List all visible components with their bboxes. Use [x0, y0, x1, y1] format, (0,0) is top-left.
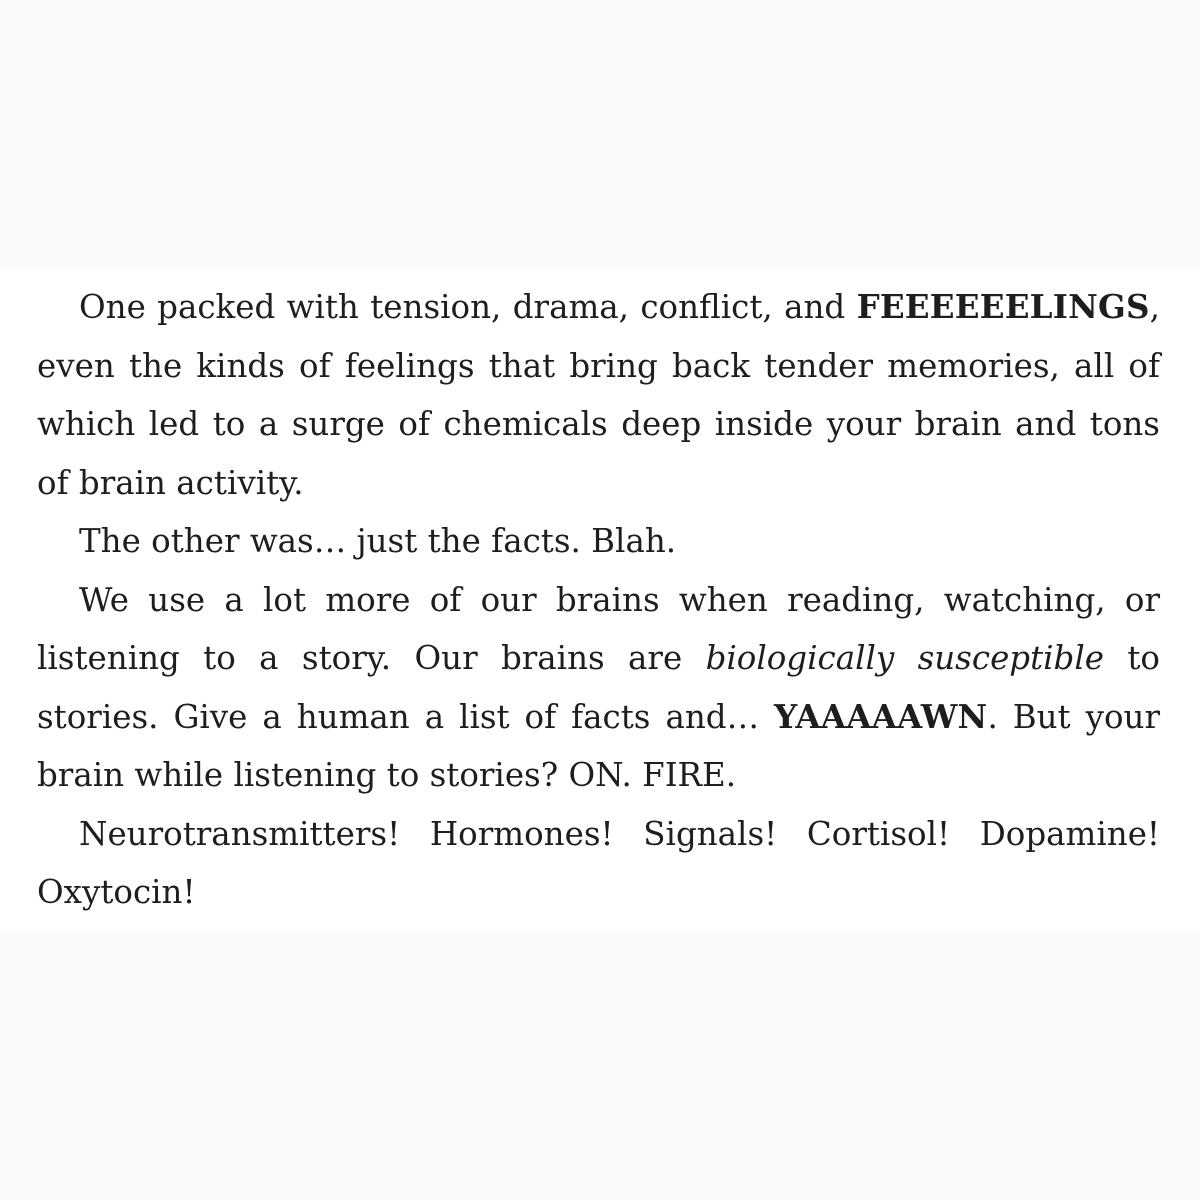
italic-text-span: biologically susceptible [705, 639, 1104, 677]
text-span: One packed with tension, drama, conflict, and [79, 288, 857, 326]
text-span: The other was… just the facts. Blah. [79, 522, 677, 560]
paragraph-feelings [37, 278, 1160, 512]
text-span: to stories. Give a human a list of facts and… [37, 639, 1160, 736]
text-span: Neurotransmitters! Hormones! Signals! Cortisol! Dopamine! Oxytocin! [37, 814, 1160, 911]
text-span: , even the kinds of feelings that bring back tender memories, all of which led to a surge of chemicals deep inside your brain and tons of brain activity. [37, 288, 1160, 502]
paragraph-neurotransmitters [37, 805, 1160, 922]
book-text-excerpt [37, 278, 1160, 922]
paragraph-facts [37, 512, 1160, 571]
bold-text-span: FEEEEEELINGS [856, 287, 1150, 326]
text-span: We use a lot more of our brains when reading, watching, or listening to a story. Our brains are [37, 580, 1160, 677]
text-span: . But your brain while listening to stories? ON. FIRE. [37, 697, 1160, 794]
paragraph-stories [37, 571, 1160, 805]
bold-text-span: YAAAAAWN [774, 696, 988, 736]
